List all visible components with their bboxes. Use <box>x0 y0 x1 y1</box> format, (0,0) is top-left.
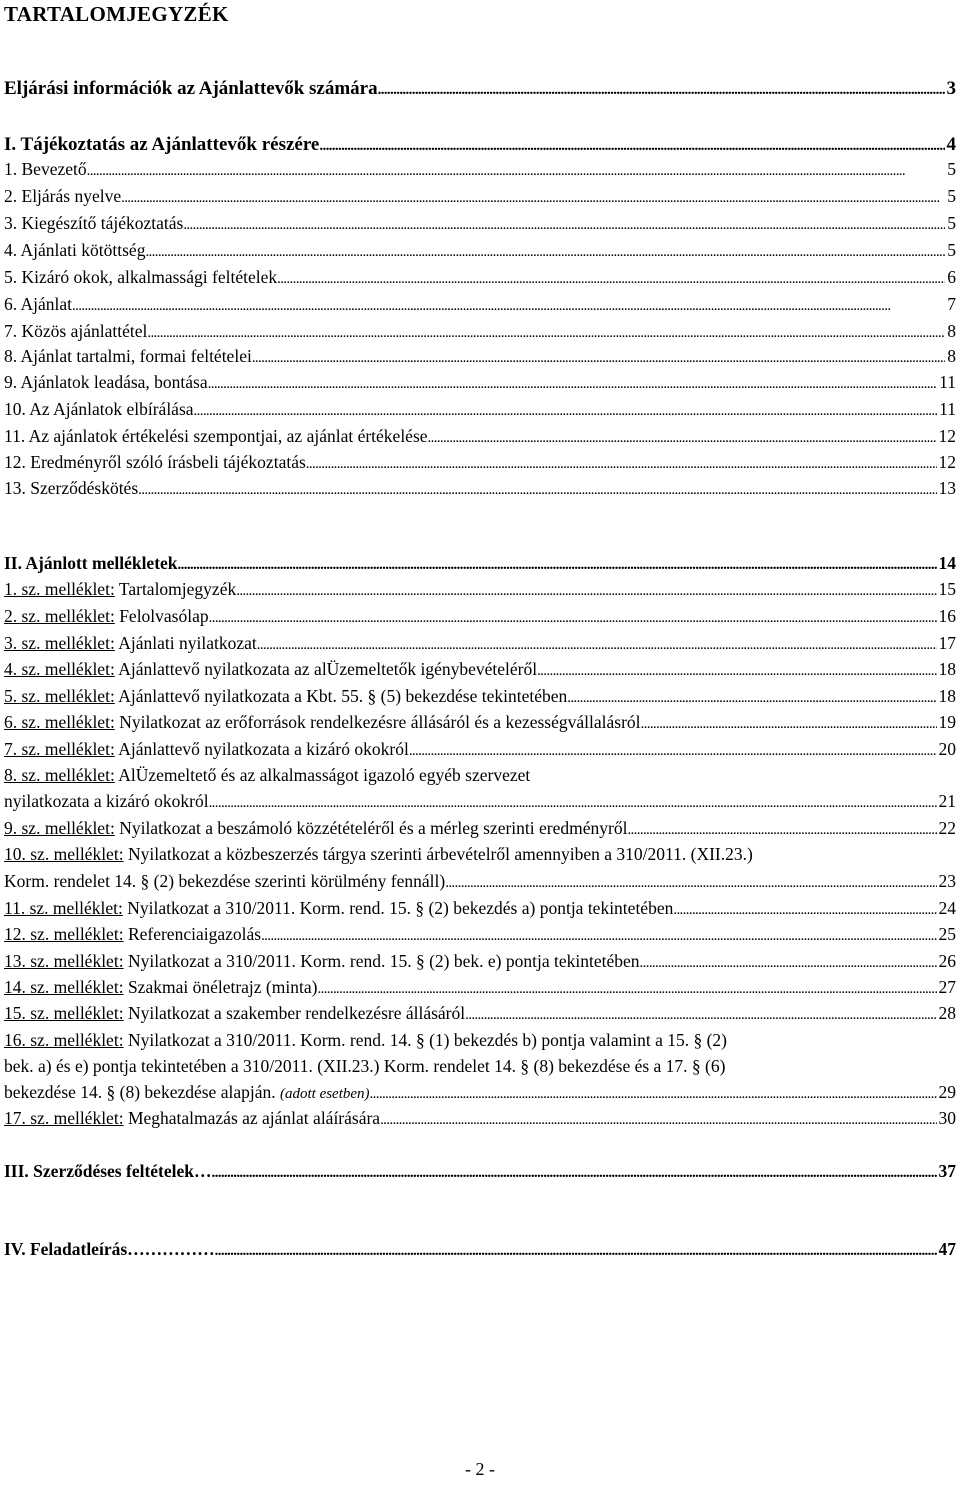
entry-title: bekezdése 14. § (8) bekezdése alapján. (adott esetben) <box>4 1082 370 1102</box>
annex-label: 14. sz. melléklet: <box>4 977 124 997</box>
leader-dots <box>445 871 936 892</box>
annex-entry[interactable] <box>4 739 956 760</box>
page-number-ref: 5 <box>947 213 956 233</box>
page-number-ref: 7 <box>947 294 956 314</box>
annex-entry[interactable] <box>4 633 956 654</box>
entry-title: 2. Eljárás nyelve <box>4 186 122 206</box>
page-number-ref: 18 <box>938 659 956 679</box>
page-number-ref: 28 <box>938 1003 956 1023</box>
page-title: TARTALOMJEGYZÉK <box>4 2 229 26</box>
page-number-ref: 17 <box>938 633 956 653</box>
leader-dots <box>641 712 937 733</box>
leader-dots <box>194 399 938 420</box>
toc-entry[interactable] <box>4 159 956 180</box>
leader-dots <box>640 951 937 972</box>
leader-dots <box>537 659 936 680</box>
page-number-ref: 19 <box>938 712 956 732</box>
toc-entry-section-iv[interactable] <box>4 1239 956 1260</box>
entry-title: nyilatkozata a kizáró okokról <box>4 791 209 811</box>
leader-dots <box>212 1161 937 1182</box>
toc-entry-section-ii[interactable] <box>4 553 956 574</box>
entry-title: Korm. rendelet 14. § (2) bekezdése szerinti körülmény fennáll) <box>4 871 446 891</box>
page-number-ref: 37 <box>938 1161 956 1181</box>
leader-dots <box>236 579 936 600</box>
page-number-ref: 3 <box>946 78 956 99</box>
toc-entry[interactable] <box>4 267 956 288</box>
entry-title: 15. sz. melléklet: Nyilatkozat a szakember rendelkezésre állásáról <box>4 1003 466 1023</box>
annex-entry-first-line[interactable]: 10. sz. melléklet: Nyilatkozat a közbeszerzés tárgya szerinti árbevételről amennyiben a 310/2011. (XII.23.) <box>4 844 753 864</box>
page-number-ref: 27 <box>938 977 956 997</box>
leader-dots <box>409 739 937 760</box>
leader-dots <box>145 240 945 261</box>
page-number-ref: 29 <box>938 1082 956 1102</box>
page-number-ref: 21 <box>938 791 956 811</box>
page-number-ref: 5 <box>947 159 956 179</box>
annex-label: 12. sz. melléklet: <box>4 924 124 944</box>
leader-dots <box>208 372 938 393</box>
entry-title: 13. sz. melléklet: Nyilatkozat a 310/2011. Korm. rend. 15. § (2) bek. e) pontja tekintetében <box>4 951 640 971</box>
entry-title: 14. sz. melléklet: Szakmai önéletrajz (minta) <box>4 977 318 997</box>
leader-dots <box>215 1239 937 1260</box>
annex-label: 4. sz. melléklet: <box>4 659 115 679</box>
page-number-ref: 8 <box>947 321 956 341</box>
leader-dots <box>673 898 936 919</box>
annex-entry[interactable] <box>4 871 956 892</box>
entry-title: 7. sz. melléklet: Ajánlattevő nyilatkozata a kizáró okokról <box>4 739 409 759</box>
leader-dots <box>257 633 937 654</box>
annex-label: 1. sz. melléklet: <box>4 579 115 599</box>
annex-label: 16. sz. melléklet: <box>4 1030 124 1050</box>
entry-title: 4. sz. melléklet: Ajánlattevő nyilatkozata az alÜzemeltetők igénybevételéről <box>4 659 538 679</box>
page-number-ref: 22 <box>938 818 956 838</box>
toc-entry[interactable] <box>4 240 956 261</box>
entry-title: 7. Közös ajánlattétel <box>4 321 148 341</box>
leader-dots <box>370 1082 937 1103</box>
annex-entry[interactable] <box>4 1108 956 1129</box>
entry-title: 9. Ajánlatok leadása, bontása <box>4 372 208 392</box>
page-number-ref: 16 <box>938 606 956 626</box>
entry-title: 11. Az ajánlatok értékelési szempontjai, az ajánlat értékelése <box>4 426 428 446</box>
toc-entry[interactable] <box>4 213 956 234</box>
annex-label: 17. sz. melléklet: <box>4 1108 124 1128</box>
leader-dots <box>121 186 945 207</box>
entry-title: 1. Bevezető <box>4 159 87 179</box>
annex-entry[interactable] <box>4 818 956 839</box>
annex-entry[interactable] <box>4 951 956 972</box>
entry-title: 11. sz. melléklet: Nyilatkozat a 310/2011. Korm. rend. 15. § (2) bekezdés a) pontja tekintetében <box>4 898 674 918</box>
annex-entry-second-line: bek. a) és e) pontja tekintetében a 310/2011. (XII.23.) Korm. rendelet 14. § (8) bekezdése és a 17. § (6) <box>4 1056 726 1076</box>
page-number-ref: 5 <box>947 240 956 260</box>
annex-entry[interactable] <box>4 791 956 812</box>
annex-entry[interactable] <box>4 924 956 945</box>
page-number-ref: 26 <box>938 951 956 971</box>
page-number-ref: 23 <box>938 871 956 891</box>
annex-entry[interactable] <box>4 659 956 680</box>
page-number-ref: 15 <box>938 579 956 599</box>
page-number-ref: 14 <box>938 553 956 573</box>
annex-entry[interactable] <box>4 686 956 707</box>
leader-dots <box>567 686 936 707</box>
entry-title: 2. sz. melléklet: Felolvasólap <box>4 606 209 626</box>
toc-entry-procedural-info[interactable] <box>4 78 956 100</box>
leader-dots <box>209 791 937 812</box>
page-number-ref: 11 <box>939 399 956 419</box>
entry-title: 8. Ajánlat tartalmi, formai feltételei <box>4 346 252 366</box>
leader-dots <box>261 924 936 945</box>
page-number-ref: 8 <box>947 346 956 366</box>
toc-entry-section-iii[interactable] <box>4 1161 956 1182</box>
page-number-ref: 5 <box>947 186 956 206</box>
leader-dots <box>138 478 936 499</box>
leader-dots <box>378 78 945 100</box>
page-number: - 2 - <box>465 1459 495 1479</box>
page-number-ref: 4 <box>946 134 956 155</box>
annex-label: 13. sz. melléklet: <box>4 951 124 971</box>
entry-title: 17. sz. melléklet: Meghatalmazás az ajánlat aláírására <box>4 1108 381 1128</box>
toc-entry[interactable] <box>4 346 956 367</box>
annex-label: 3. sz. melléklet: <box>4 633 115 653</box>
annex-entry[interactable] <box>4 977 956 998</box>
entry-title: 13. Szerződéskötés <box>4 478 139 498</box>
entry-title: 3. Kiegészítő tájékoztatás <box>4 213 184 233</box>
toc-entry[interactable] <box>4 452 956 473</box>
leader-dots <box>87 159 946 180</box>
entry-title: I. Tájékoztatás az Ajánlattevők részére <box>4 134 320 155</box>
toc-entry[interactable] <box>4 478 956 499</box>
annex-label: 15. sz. melléklet: <box>4 1003 124 1023</box>
entry-title: III. Szerződéses feltételek… <box>4 1161 212 1181</box>
toc-entry[interactable] <box>4 372 956 393</box>
toc-entry-section-i[interactable] <box>4 134 956 156</box>
entry-title: 3. sz. melléklet: Ajánlati nyilatkozat <box>4 633 257 653</box>
annex-label: 6. sz. melléklet: <box>4 712 115 732</box>
page-number-ref: 24 <box>938 898 956 918</box>
annex-entry[interactable] <box>4 579 956 600</box>
annex-entry[interactable] <box>4 1082 956 1103</box>
page-number-ref: 20 <box>938 739 956 759</box>
page-number-ref: 11 <box>939 372 956 392</box>
leader-dots <box>72 294 945 315</box>
page-number-ref: 13 <box>938 478 956 498</box>
entry-title: 10. Az Ajánlatok elbírálása <box>4 399 194 419</box>
entry-title: Eljárási információk az Ajánlattevők számára <box>4 78 378 99</box>
leader-dots <box>319 134 944 156</box>
leader-dots <box>465 1003 936 1024</box>
entry-title: 12. Eredményről szóló írásbeli tájékoztatás <box>4 452 306 472</box>
leader-dots <box>277 267 945 288</box>
page-number-ref: 18 <box>938 686 956 706</box>
entry-title: II. Ajánlott mellékletek <box>4 553 178 573</box>
annex-label: 5. sz. melléklet: <box>4 686 115 706</box>
leader-dots <box>380 1108 936 1129</box>
leader-dots <box>209 606 937 627</box>
entry-title: 5. Kizáró okok, alkalmassági feltételek <box>4 267 278 287</box>
toc-entry[interactable] <box>4 426 956 447</box>
leader-dots <box>627 818 936 839</box>
entry-title: 1. sz. melléklet: Tartalomjegyzék <box>4 579 237 599</box>
annex-label: 11. sz. melléklet: <box>4 898 123 918</box>
annex-label: 7. sz. melléklet: <box>4 739 115 759</box>
leader-dots <box>317 977 936 998</box>
leader-dots <box>178 553 937 574</box>
toc-entry[interactable] <box>4 294 956 315</box>
entry-title: 6. Ajánlat <box>4 294 73 314</box>
annex-entry[interactable] <box>4 898 956 919</box>
entry-title: 12. sz. melléklet: Referenciaigazolás <box>4 924 262 944</box>
page-number-ref: 47 <box>938 1239 956 1259</box>
annex-label: 2. sz. melléklet: <box>4 606 115 626</box>
toc-entry[interactable] <box>4 399 956 420</box>
leader-dots <box>252 346 945 367</box>
page-number-ref: 30 <box>938 1108 956 1128</box>
annex-entry[interactable] <box>4 712 956 733</box>
entry-title: 6. sz. melléklet: Nyilatkozat az erőforrások rendelkezésre állásáról és a kezességvállalásról <box>4 712 641 732</box>
entry-title: IV. Feladatleírás…………… <box>4 1239 215 1259</box>
leader-dots <box>183 213 945 234</box>
annex-label: 8. sz. melléklet: <box>4 765 115 785</box>
toc-entry[interactable] <box>4 321 956 342</box>
entry-title: 5. sz. melléklet: Ajánlattevő nyilatkozata a Kbt. 55. § (5) bekezdése tekintetében <box>4 686 568 706</box>
entry-title: 9. sz. melléklet: Nyilatkozat a beszámoló közzétételéről és a mérleg szerinti eredményről <box>4 818 628 838</box>
toc-entry[interactable] <box>4 186 956 207</box>
page-number-ref: 25 <box>938 924 956 944</box>
annex-entry[interactable] <box>4 606 956 627</box>
leader-dots <box>428 426 937 447</box>
leader-dots <box>147 321 945 342</box>
page-number-ref: 6 <box>947 267 956 287</box>
annex-entry[interactable] <box>4 1003 956 1024</box>
annex-label: 9. sz. melléklet: <box>4 818 115 838</box>
page-number-ref: 12 <box>938 426 956 446</box>
annex-entry-first-line[interactable]: 8. sz. melléklet: AlÜzemeltető és az alkalmasságot igazoló egyéb szervezet <box>4 765 531 785</box>
entry-title: 4. Ajánlati kötöttség <box>4 240 146 260</box>
annex-entry-first-line[interactable]: 16. sz. melléklet: Nyilatkozat a 310/2011. Korm. rend. 14. § (1) bekezdés b) pontja valamint a 15. § (2) <box>4 1030 727 1050</box>
page-number-ref: 12 <box>938 452 956 472</box>
leader-dots <box>306 452 937 473</box>
annex-label: 10. sz. melléklet: <box>4 844 124 864</box>
